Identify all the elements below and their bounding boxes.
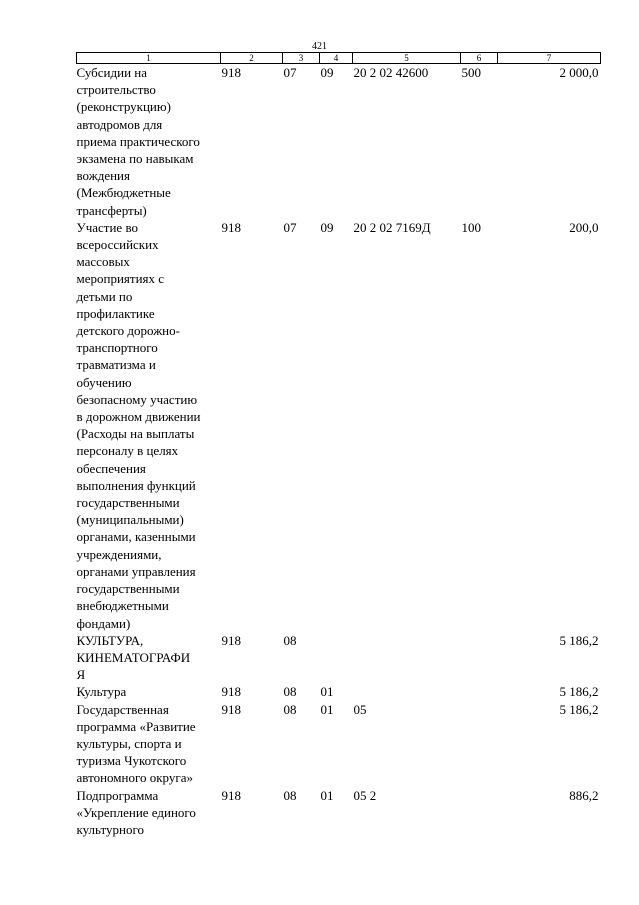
- target-article-cell: 05 2: [353, 787, 377, 803]
- expense-type-cell: 500: [461, 65, 481, 80]
- column-header: 6: [461, 53, 498, 64]
- item-name-line: автодромов для: [76, 116, 163, 132]
- item-name-line: органами, казенными: [76, 529, 196, 545]
- item-name-line: внебюджетными: [76, 598, 169, 614]
- item-name-line: выполнения функций: [76, 477, 196, 493]
- item-name-line: туризма Чукотского: [76, 753, 187, 769]
- item-name-line: экзамена по навыкам: [76, 151, 194, 167]
- section-cell: 08: [283, 701, 297, 717]
- item-name-line: Участие во: [76, 219, 138, 235]
- item-name-line: обеспечения: [76, 460, 146, 476]
- amount-cell: 5 186,2: [559, 632, 599, 648]
- column-header: 4: [320, 53, 353, 64]
- item-name-line: обучению: [76, 374, 132, 390]
- item-name-line: детьми по: [76, 288, 133, 304]
- column-header: 7: [498, 53, 601, 64]
- expense-type-cell: [461, 701, 498, 787]
- expense-type-cell: 100: [461, 219, 481, 235]
- expense-type-cell: [461, 683, 498, 700]
- item-name-line: профилактике: [76, 305, 155, 321]
- item-name-line: (Межбюджетные: [76, 185, 171, 201]
- section-cell: 07: [283, 65, 297, 80]
- item-name-cell: [77, 64, 221, 219]
- item-name-line: трансферты): [76, 202, 147, 218]
- department-code-cell: 918: [221, 684, 241, 700]
- item-name-line: (Расходы на выплаты: [76, 426, 195, 442]
- section-cell: 08: [283, 632, 297, 648]
- target-article-cell: 20 2 02 42600: [353, 65, 429, 80]
- target-article-cell: [353, 683, 461, 700]
- amount-cell: 5 186,2: [559, 684, 599, 700]
- table-row: [77, 787, 601, 839]
- column-header: 3: [283, 53, 320, 64]
- expense-type-cell: [461, 632, 498, 684]
- table-row: [77, 683, 601, 700]
- item-name-cell: [77, 701, 221, 787]
- amount-cell: 2 000,0: [559, 65, 599, 80]
- item-name-line: государственными: [76, 495, 180, 511]
- item-name-line: КУЛЬТУРА,: [76, 632, 144, 648]
- item-name-line: государственными: [76, 581, 180, 597]
- department-code-cell: 918: [221, 65, 241, 80]
- table-row: [77, 701, 601, 787]
- section-cell: 07: [283, 219, 297, 235]
- table-row: [77, 64, 601, 219]
- item-name-line: приема практического: [76, 133, 200, 149]
- item-name-line: в дорожном движении: [76, 409, 201, 425]
- item-name-line: мероприятиях с: [76, 271, 165, 287]
- item-name-line: Я: [76, 667, 86, 683]
- item-name-line: КИНЕМАТОГРАФИ: [76, 649, 191, 665]
- item-name-line: (реконструкцию): [76, 99, 171, 115]
- item-name-line: программа «Развитие: [76, 718, 196, 734]
- department-code-cell: 918: [221, 632, 241, 648]
- item-name-cell: [77, 219, 221, 632]
- table-row: [77, 632, 601, 684]
- table-row: [77, 219, 601, 632]
- amount-cell: 886,2: [569, 787, 599, 803]
- item-name-line: вождения: [76, 168, 130, 184]
- item-name-line: Государственная: [76, 701, 169, 717]
- amount-cell: 5 186,2: [559, 701, 599, 717]
- page-number: 421: [312, 41, 327, 52]
- target-article-cell: 05: [353, 701, 367, 717]
- item-name-line: культурного: [76, 821, 144, 837]
- subsection-cell: 01: [320, 684, 334, 700]
- item-name-line: Субсидии на: [76, 65, 148, 80]
- item-name-line: детского дорожно-: [76, 323, 180, 339]
- item-name-line: безопасному участию: [76, 391, 198, 407]
- subsection-cell: 01: [320, 787, 334, 803]
- column-header: 5: [353, 53, 461, 64]
- item-name-line: автономного округа»: [76, 770, 193, 786]
- item-name-cell: [77, 683, 221, 700]
- item-name-line: Подпрограмма: [76, 787, 159, 803]
- item-name-line: транспортного: [76, 340, 158, 356]
- item-name-line: органами управления: [76, 563, 196, 579]
- item-name-cell: [77, 787, 221, 839]
- item-name-line: (муниципальными): [76, 512, 184, 528]
- target-article-cell: 20 2 02 7169Д: [353, 219, 431, 235]
- item-name-line: всероссийских: [76, 237, 159, 253]
- column-header: 2: [221, 53, 283, 64]
- expense-type-cell: [461, 787, 498, 839]
- item-name-line: массовых: [76, 254, 130, 270]
- item-name-line: персоналу в целях: [76, 443, 179, 459]
- subsection-cell: 09: [320, 65, 334, 80]
- item-name-line: культуры, спорта и: [76, 735, 182, 751]
- item-name-line: Культура: [76, 684, 127, 700]
- item-name-cell: [77, 632, 221, 684]
- subsection-cell: 09: [320, 219, 334, 235]
- section-cell: 08: [283, 684, 297, 700]
- department-code-cell: 918: [221, 701, 241, 717]
- table-body: [77, 64, 601, 839]
- item-name-line: травматизма и: [76, 357, 156, 373]
- subsection-cell: [320, 632, 353, 684]
- amount-cell: 200,0: [569, 219, 599, 235]
- target-article-cell: [353, 632, 461, 684]
- subsection-cell: 01: [320, 701, 334, 717]
- budget-table: [76, 52, 601, 838]
- item-name-line: фондами): [76, 615, 131, 631]
- section-cell: 08: [283, 787, 297, 803]
- item-name-line: строительство: [76, 82, 156, 98]
- item-name-line: «Укрепление единого: [76, 804, 196, 820]
- department-code-cell: 918: [221, 787, 241, 803]
- department-code-cell: 918: [221, 219, 241, 235]
- item-name-line: учреждениями,: [76, 546, 162, 562]
- column-number-row: [77, 53, 601, 64]
- column-header: 1: [77, 53, 221, 64]
